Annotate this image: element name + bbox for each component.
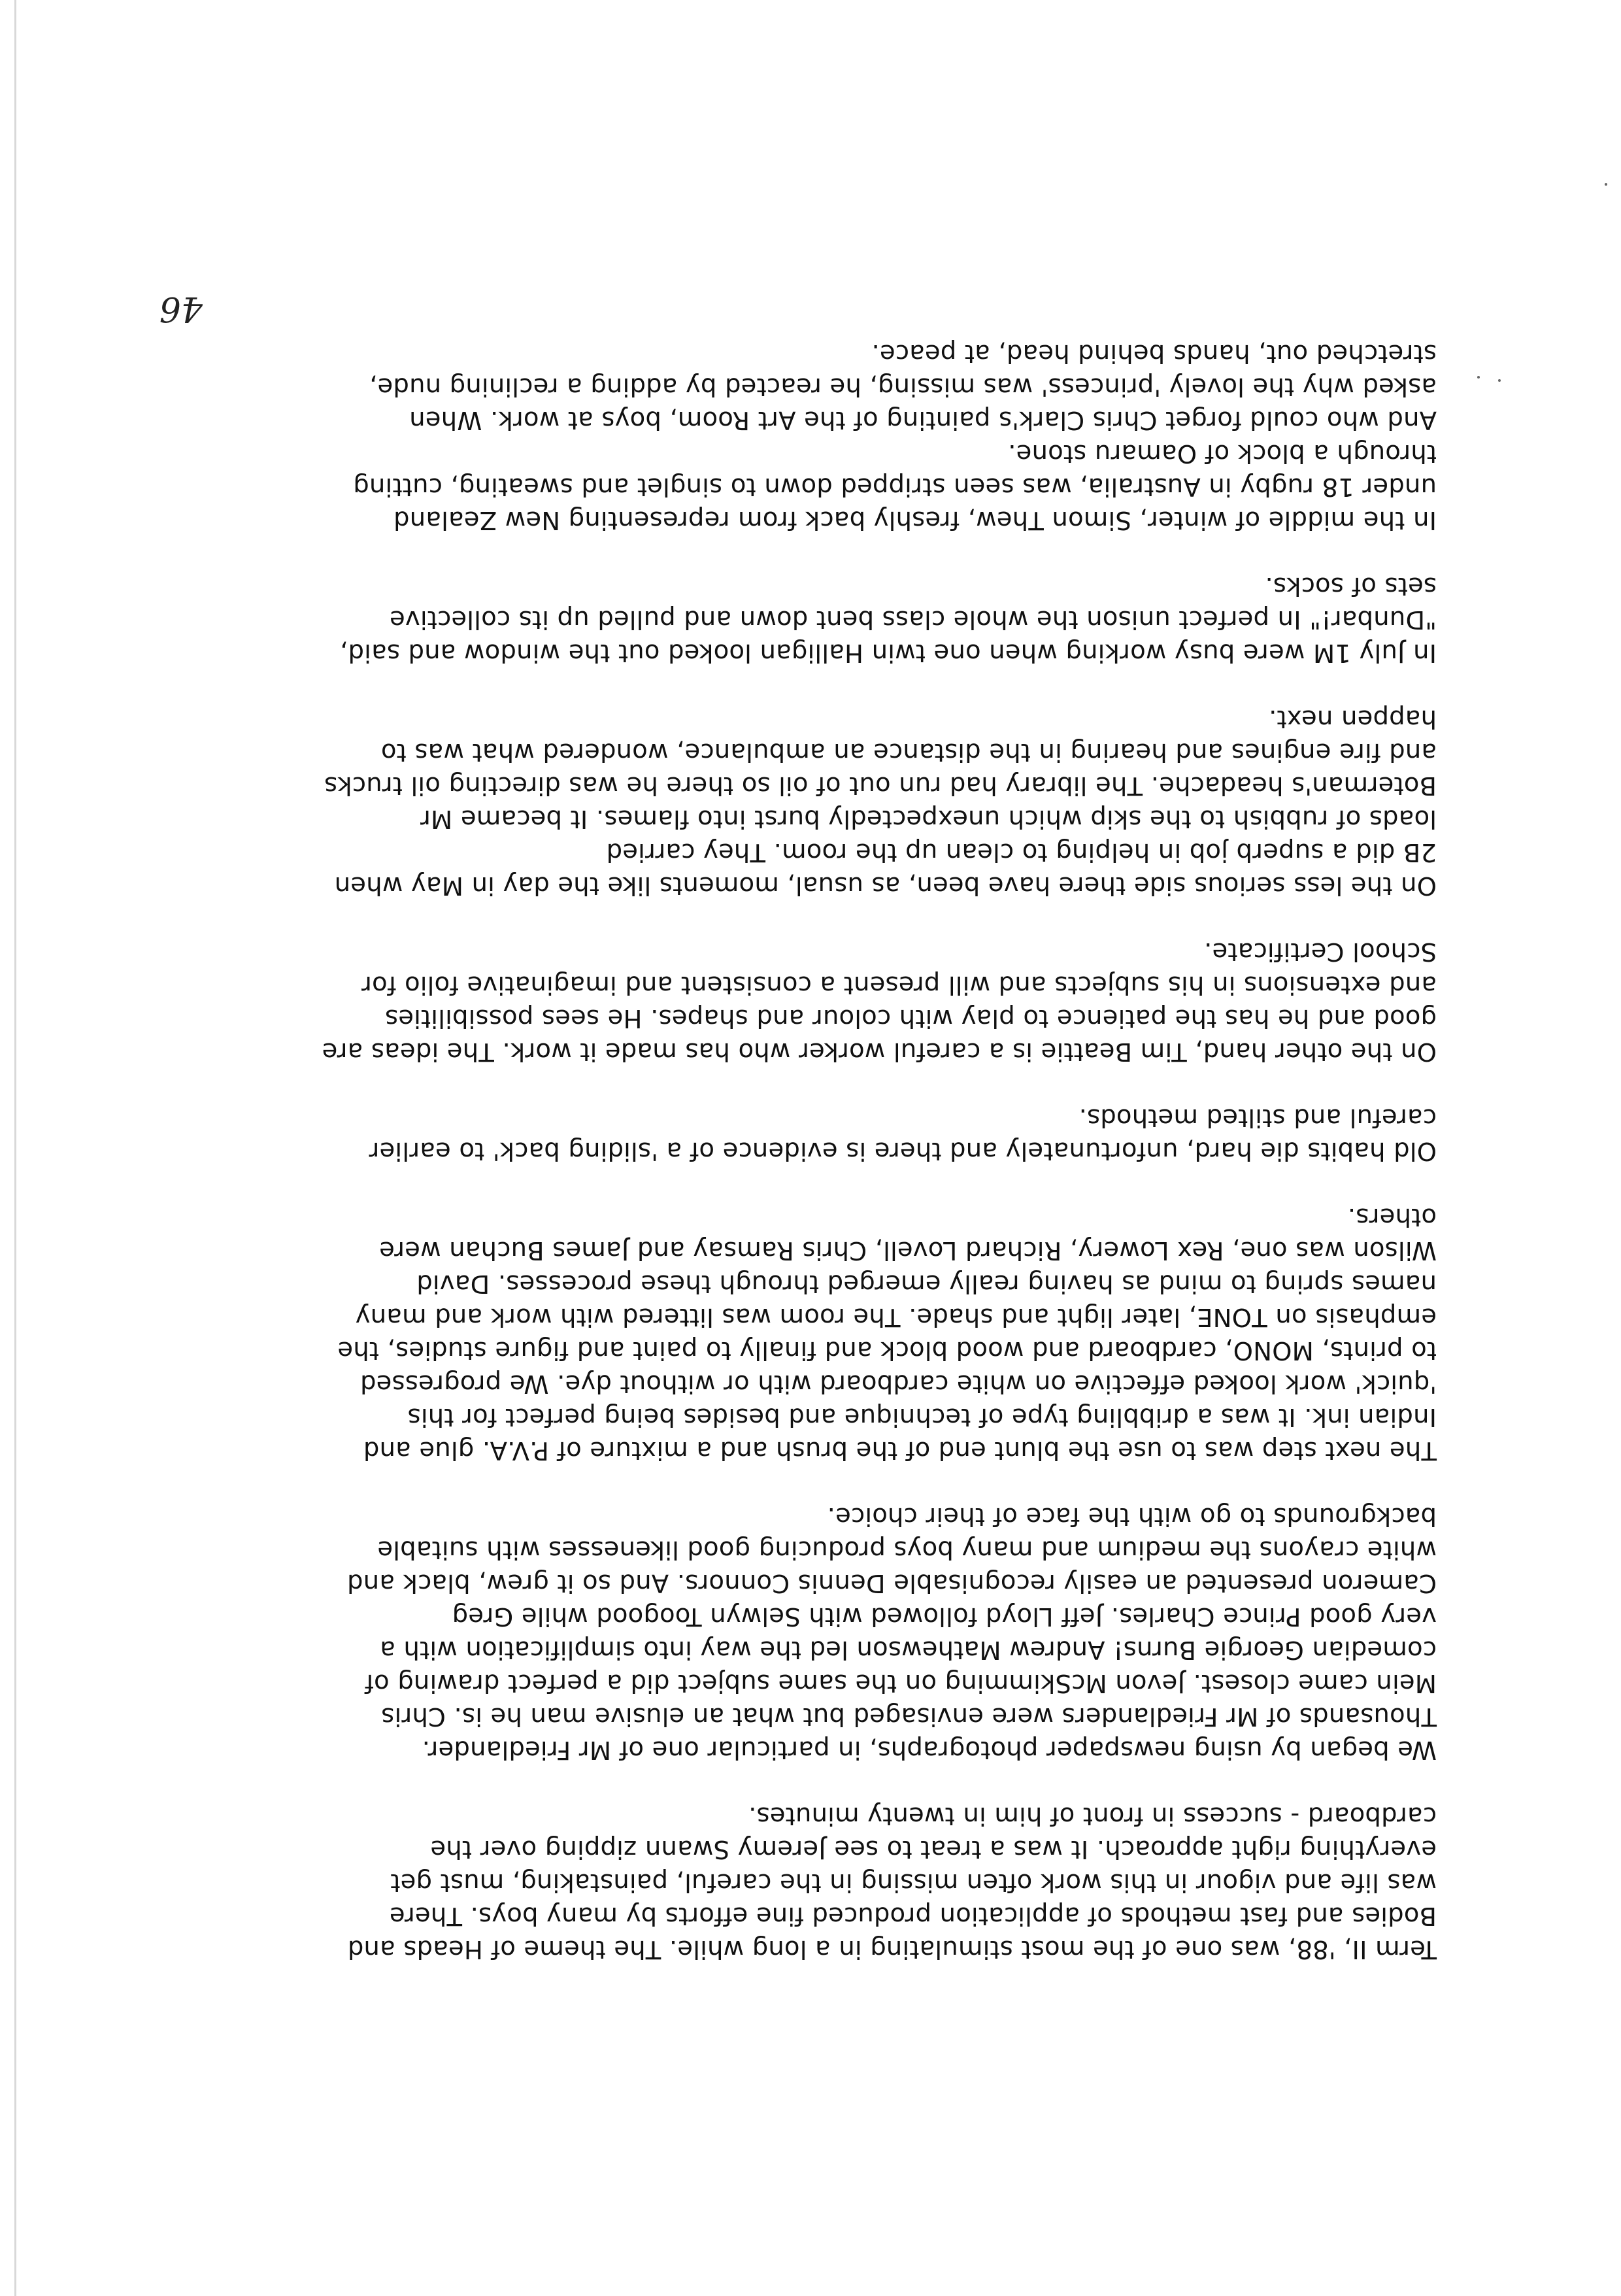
- paragraph: [175, 1200, 1437, 1467]
- text-line: Indian ink. It was a dribbling type of technique and besides being perfect for this: [407, 1402, 1437, 1432]
- text-line: good and he has the patience to play with colour and shapes. He sees possibilities: [384, 1004, 1437, 1033]
- text-line: Thousands of Mr Friedlanders were envisaged but what an elusive man he is. Chris: [381, 1702, 1437, 1731]
- text-line: comedian Georgie Burns! Andrew Mathewson led the way into simplification with a: [380, 1635, 1437, 1664]
- text-line: School Certificate.: [1203, 937, 1437, 966]
- text-line: cardboard - success in front of him in twenty minutes.: [748, 1801, 1437, 1831]
- text-line: The next step was to use the blunt end of the brush and a mixture of P.V.A. glue and: [363, 1436, 1437, 1465]
- text-line: Bodies and fast methods of application produced fine efforts by many boys. There: [389, 1901, 1437, 1931]
- paragraph: [175, 935, 1437, 1068]
- scan-speck: [1605, 183, 1607, 186]
- text-line: Term II, '88, was one of the most stimulating in a long while. The theme of Heads and: [347, 1934, 1437, 1964]
- page-number: 46: [159, 289, 203, 328]
- text-line: In the middle of winter, Simon Thew, freshly back from representing New Zealand: [393, 505, 1437, 535]
- text-line: to prints, MONO, cardboard and wood block and finally to paint and figure studies, the: [337, 1336, 1437, 1365]
- text-line: careful and stilted methods.: [1078, 1103, 1437, 1132]
- text-line: everything right approach. It was a treat to see Jeremy Swann zipping over the: [430, 1834, 1437, 1864]
- text-line: asked why the lovely 'princess' was missing, he reacted by adding a reclining nude,: [369, 372, 1437, 401]
- text-line: white crayons the medium and many boys producing good likenesses with suitable: [377, 1535, 1437, 1564]
- text-line: through a block of Oamaru stone.: [1008, 439, 1437, 468]
- scan-speck: [1477, 376, 1480, 379]
- scan-speck: [1498, 379, 1501, 382]
- text-line: stretched out, hands behind head, at peace.: [871, 339, 1437, 368]
- text-line: Boterman's headache. The library had run out of oil so there he was directing oil trucks: [324, 771, 1437, 800]
- paragraph: [175, 1500, 1437, 1766]
- text-line: "Dunbar!" In perfect unison the whole class bent down and pulled up its collective: [389, 605, 1437, 634]
- text-line: Old habits die hard, unfortunately and there is evidence of a 'sliding back' to earlier: [369, 1136, 1437, 1166]
- text-line: under 18 rugby in Australia, was seen stripped down to singlet and sweating, cutting: [353, 472, 1437, 501]
- text-line: happen next.: [1268, 704, 1437, 734]
- paragraph: [175, 1101, 1437, 1168]
- text-line: was life and vigour in this work often missing in the careful, painstaking, must get: [390, 1868, 1437, 1897]
- text-line: sets of socks.: [1265, 571, 1437, 601]
- text-line: On the other hand, Tim Beattie is a careful worker who has made it work. The ideas are: [322, 1037, 1437, 1066]
- text-line: And who could forget Chris Clark's painting of the Art Room, boys at work. When: [409, 405, 1437, 435]
- paragraph: [175, 702, 1437, 902]
- text-line: and fire engines and hearing in the distance an ambulance, wondered what was to: [380, 737, 1437, 767]
- paragraph: [175, 569, 1437, 669]
- text-line: names spring to mind as having really emerged through these processes. David: [416, 1269, 1437, 1298]
- text-line: emphasis on TONE, later light and shade. The room was littered with work and many: [355, 1302, 1437, 1332]
- text-line: In July 1M were busy working when one twin Halligan looked out the window and said,: [339, 638, 1437, 667]
- text-line: On the less serious side there have been, as usual, moments like the day in May when: [334, 871, 1437, 900]
- paragraph: [175, 337, 1437, 537]
- text-line: Cameron presented an easily recognisable Dennis Connors. And so it grew, black and: [346, 1568, 1437, 1598]
- text-line: Wilson was one, Rex Lowery, Richard Lovell, Chris Ramsay and James Buchan were: [378, 1236, 1437, 1265]
- text-line: 2B did a superb job in helping to clean up the room. They carried: [606, 837, 1437, 867]
- text-line: 'quick' work looked effective on white cardboard with or without dye. We progressed: [359, 1369, 1437, 1398]
- text-line: Mein came closest. Jevon McSkimming on the same subject did a perfect drawing of: [365, 1668, 1437, 1698]
- text-line: loads of rubbish to the skip which unexpectedly burst into flames. It became Mr: [420, 804, 1437, 834]
- text-line: very good Prince Charles. Jeff Lloyd followed with Selwyn Toogood while Greg: [452, 1602, 1437, 1631]
- paragraph: [175, 1799, 1437, 1966]
- text-line: We began by using newspaper photographs, in particular one of Mr Friedlander.: [422, 1735, 1437, 1764]
- text-line: and extensions in his subjects and will present a consistent and imaginative folio for: [361, 970, 1437, 1000]
- text-line: others.: [1347, 1202, 1437, 1232]
- text-line: backgrounds to go with the face of their choice.: [827, 1502, 1437, 1531]
- article-body: [175, 304, 1437, 1966]
